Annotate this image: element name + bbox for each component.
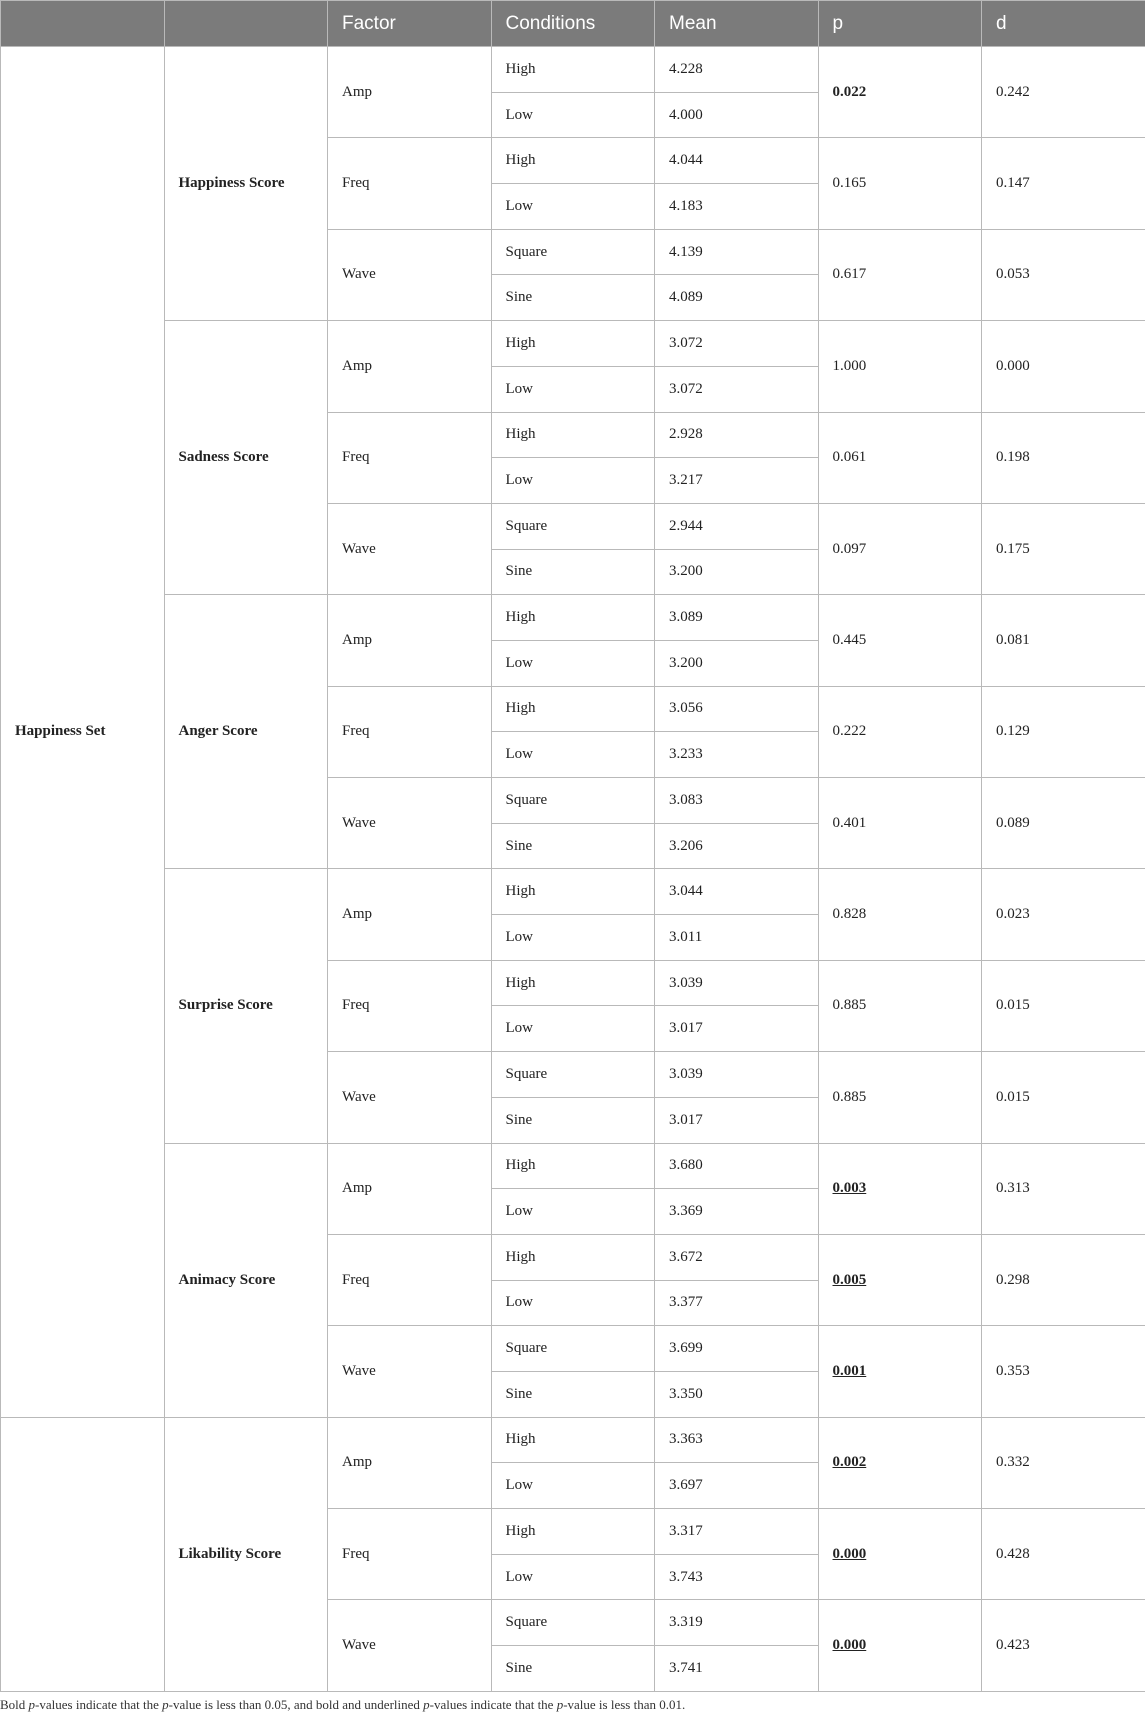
condition-cell: Low bbox=[491, 1189, 655, 1235]
table-row bbox=[1, 321, 1145, 367]
condition-cell: Low bbox=[491, 458, 655, 504]
table-row bbox=[1, 869, 1145, 915]
table-row bbox=[1, 47, 1145, 93]
p-value-cell: 0.000 bbox=[818, 1600, 982, 1691]
mean-cell: 3.011 bbox=[655, 915, 819, 961]
footnote-italic: p bbox=[162, 1697, 169, 1712]
footnote-text: -value is less than 0.01. bbox=[563, 1697, 686, 1712]
factor-cell: Wave bbox=[328, 778, 492, 869]
mean-cell: 3.206 bbox=[655, 823, 819, 869]
footnote-italic: p bbox=[556, 1697, 564, 1712]
d-value-cell: 0.000 bbox=[982, 321, 1145, 412]
d-value-cell: 0.015 bbox=[982, 960, 1145, 1051]
mean-cell: 3.672 bbox=[655, 1234, 819, 1280]
mean-cell: 3.741 bbox=[655, 1646, 819, 1692]
factor-cell: Wave bbox=[328, 1052, 492, 1143]
mean-cell: 2.944 bbox=[655, 503, 819, 549]
p-value-cell: 1.000 bbox=[818, 321, 982, 412]
condition-cell: Low bbox=[491, 1463, 655, 1509]
mean-cell: 3.217 bbox=[655, 458, 819, 504]
condition-cell: Sine bbox=[491, 1646, 655, 1692]
d-value-cell: 0.423 bbox=[982, 1600, 1145, 1691]
condition-cell: Low bbox=[491, 1554, 655, 1600]
condition-cell: Square bbox=[491, 503, 655, 549]
mean-cell: 3.083 bbox=[655, 778, 819, 824]
factor-cell: Wave bbox=[328, 1326, 492, 1417]
factor-cell: Amp bbox=[328, 47, 492, 138]
condition-cell: Low bbox=[491, 92, 655, 138]
score-label-cell: Likability Score bbox=[164, 1417, 328, 1691]
footnote-italic: p bbox=[28, 1697, 36, 1712]
mean-cell: 3.072 bbox=[655, 366, 819, 412]
condition-cell: High bbox=[491, 1417, 655, 1463]
header-row bbox=[1, 1, 1145, 47]
condition-cell: Square bbox=[491, 1052, 655, 1098]
d-value-cell: 0.298 bbox=[982, 1234, 1145, 1325]
mean-cell: 3.039 bbox=[655, 960, 819, 1006]
factor-cell: Freq bbox=[328, 1234, 492, 1325]
p-value-cell: 0.222 bbox=[818, 686, 982, 777]
factor-cell: Amp bbox=[328, 869, 492, 960]
condition-cell: Square bbox=[491, 778, 655, 824]
mean-cell: 3.369 bbox=[655, 1189, 819, 1235]
condition-cell: Low bbox=[491, 732, 655, 778]
table-row bbox=[1, 1143, 1145, 1189]
factor-cell: Amp bbox=[328, 1417, 492, 1508]
header-cell-conditions: Conditions bbox=[491, 1, 655, 47]
mean-cell: 3.377 bbox=[655, 1280, 819, 1326]
factor-cell: Amp bbox=[328, 1143, 492, 1234]
mean-cell: 3.017 bbox=[655, 1097, 819, 1143]
factor-cell: Amp bbox=[328, 321, 492, 412]
footnote-text: Bold bbox=[0, 1697, 29, 1712]
footnote-text: -values indicate that the bbox=[35, 1697, 163, 1712]
condition-cell: Low bbox=[491, 184, 655, 230]
mean-cell: 3.200 bbox=[655, 640, 819, 686]
header-cell-d: d bbox=[982, 1, 1145, 47]
condition-cell: High bbox=[491, 1509, 655, 1555]
mean-cell: 3.039 bbox=[655, 1052, 819, 1098]
mean-cell: 4.044 bbox=[655, 138, 819, 184]
mean-cell: 4.000 bbox=[655, 92, 819, 138]
d-value-cell: 0.023 bbox=[982, 869, 1145, 960]
d-value-cell: 0.081 bbox=[982, 595, 1145, 686]
d-value-cell: 0.053 bbox=[982, 229, 1145, 320]
header-cell-set bbox=[1, 1, 165, 47]
condition-cell: Low bbox=[491, 1006, 655, 1052]
mean-cell: 3.743 bbox=[655, 1554, 819, 1600]
mean-cell: 4.139 bbox=[655, 229, 819, 275]
condition-cell: High bbox=[491, 686, 655, 732]
p-value-cell: 0.061 bbox=[818, 412, 982, 503]
header-cell-score bbox=[164, 1, 328, 47]
factor-cell: Freq bbox=[328, 960, 492, 1051]
mean-cell: 3.363 bbox=[655, 1417, 819, 1463]
mean-cell: 4.183 bbox=[655, 184, 819, 230]
mean-cell: 3.699 bbox=[655, 1326, 819, 1372]
d-value-cell: 0.332 bbox=[982, 1417, 1145, 1508]
mean-cell: 3.017 bbox=[655, 1006, 819, 1052]
condition-cell: Square bbox=[491, 1600, 655, 1646]
mean-cell: 3.044 bbox=[655, 869, 819, 915]
score-label-cell: Sadness Score bbox=[164, 321, 328, 595]
p-value-cell: 0.445 bbox=[818, 595, 982, 686]
p-value-cell: 0.885 bbox=[818, 1052, 982, 1143]
mean-cell: 2.928 bbox=[655, 412, 819, 458]
factor-cell: Amp bbox=[328, 595, 492, 686]
condition-cell: Square bbox=[491, 229, 655, 275]
d-value-cell: 0.198 bbox=[982, 412, 1145, 503]
d-value-cell: 0.015 bbox=[982, 1052, 1145, 1143]
factor-cell: Wave bbox=[328, 229, 492, 320]
condition-cell: Sine bbox=[491, 1097, 655, 1143]
p-value-cell: 0.001 bbox=[818, 1326, 982, 1417]
table-row bbox=[1, 595, 1145, 641]
condition-cell: Low bbox=[491, 915, 655, 961]
condition-cell: Sine bbox=[491, 823, 655, 869]
factor-cell: Wave bbox=[328, 1600, 492, 1691]
d-value-cell: 0.313 bbox=[982, 1143, 1145, 1234]
d-value-cell: 0.129 bbox=[982, 686, 1145, 777]
mean-cell: 3.233 bbox=[655, 732, 819, 778]
mean-cell: 4.089 bbox=[655, 275, 819, 321]
condition-cell: Low bbox=[491, 640, 655, 686]
condition-cell: High bbox=[491, 412, 655, 458]
condition-cell: Sine bbox=[491, 1371, 655, 1417]
mean-cell: 3.350 bbox=[655, 1371, 819, 1417]
header-cell-p: p bbox=[818, 1, 982, 47]
d-value-cell: 0.147 bbox=[982, 138, 1145, 229]
factor-cell: Freq bbox=[328, 412, 492, 503]
condition-cell: Low bbox=[491, 1280, 655, 1326]
condition-cell: High bbox=[491, 869, 655, 915]
table-body bbox=[1, 47, 1145, 1692]
p-value-cell: 0.005 bbox=[818, 1234, 982, 1325]
mean-cell: 3.319 bbox=[655, 1600, 819, 1646]
mean-cell: 3.056 bbox=[655, 686, 819, 732]
d-value-cell: 0.175 bbox=[982, 503, 1145, 594]
p-value-cell: 0.617 bbox=[818, 229, 982, 320]
table-header bbox=[1, 1, 1145, 47]
p-value-cell: 0.401 bbox=[818, 778, 982, 869]
p-value-cell: 0.000 bbox=[818, 1509, 982, 1600]
set-label-cell: Happiness Set bbox=[1, 47, 165, 1418]
condition-cell: Low bbox=[491, 366, 655, 412]
footnote-text: -value is less than 0.05, and bold and underlined bbox=[168, 1697, 424, 1712]
mean-cell: 3.317 bbox=[655, 1509, 819, 1555]
header-cell-factor: Factor bbox=[328, 1, 492, 47]
score-label-cell: Anger Score bbox=[164, 595, 328, 869]
score-label-cell: Surprise Score bbox=[164, 869, 328, 1143]
condition-cell: Sine bbox=[491, 549, 655, 595]
d-value-cell: 0.353 bbox=[982, 1326, 1145, 1417]
table-footnote bbox=[0, 1697, 685, 1713]
condition-cell: High bbox=[491, 321, 655, 367]
table-row bbox=[1, 1417, 1145, 1463]
p-value-cell: 0.097 bbox=[818, 503, 982, 594]
header-cell-mean: Mean bbox=[655, 1, 819, 47]
p-value-cell: 0.003 bbox=[818, 1143, 982, 1234]
p-value-cell: 0.022 bbox=[818, 47, 982, 138]
score-label-cell: Animacy Score bbox=[164, 1143, 328, 1417]
factor-cell: Wave bbox=[328, 503, 492, 594]
condition-cell: Square bbox=[491, 1326, 655, 1372]
condition-cell: High bbox=[491, 1143, 655, 1189]
condition-cell: High bbox=[491, 960, 655, 1006]
p-value-cell: 0.002 bbox=[818, 1417, 982, 1508]
condition-cell: High bbox=[491, 595, 655, 641]
footnote-italic: p bbox=[423, 1697, 430, 1712]
mean-cell: 4.228 bbox=[655, 47, 819, 93]
mean-cell: 3.200 bbox=[655, 549, 819, 595]
factor-cell: Freq bbox=[328, 686, 492, 777]
d-value-cell: 0.089 bbox=[982, 778, 1145, 869]
mean-cell: 3.680 bbox=[655, 1143, 819, 1189]
factor-cell: Freq bbox=[328, 138, 492, 229]
p-value-cell: 0.165 bbox=[818, 138, 982, 229]
factor-cell: Freq bbox=[328, 1509, 492, 1600]
p-value-cell: 0.885 bbox=[818, 960, 982, 1051]
mean-cell: 3.697 bbox=[655, 1463, 819, 1509]
mean-cell: 3.072 bbox=[655, 321, 819, 367]
mean-cell: 3.089 bbox=[655, 595, 819, 641]
d-value-cell: 0.242 bbox=[982, 47, 1145, 138]
set-label-cell-empty bbox=[1, 1417, 165, 1691]
footnote-text: -values indicate that the bbox=[429, 1697, 557, 1712]
p-value-cell: 0.828 bbox=[818, 869, 982, 960]
condition-cell: High bbox=[491, 138, 655, 184]
score-label-cell: Happiness Score bbox=[164, 47, 328, 321]
condition-cell: High bbox=[491, 1234, 655, 1280]
condition-cell: Sine bbox=[491, 275, 655, 321]
condition-cell: High bbox=[491, 47, 655, 93]
d-value-cell: 0.428 bbox=[982, 1509, 1145, 1600]
